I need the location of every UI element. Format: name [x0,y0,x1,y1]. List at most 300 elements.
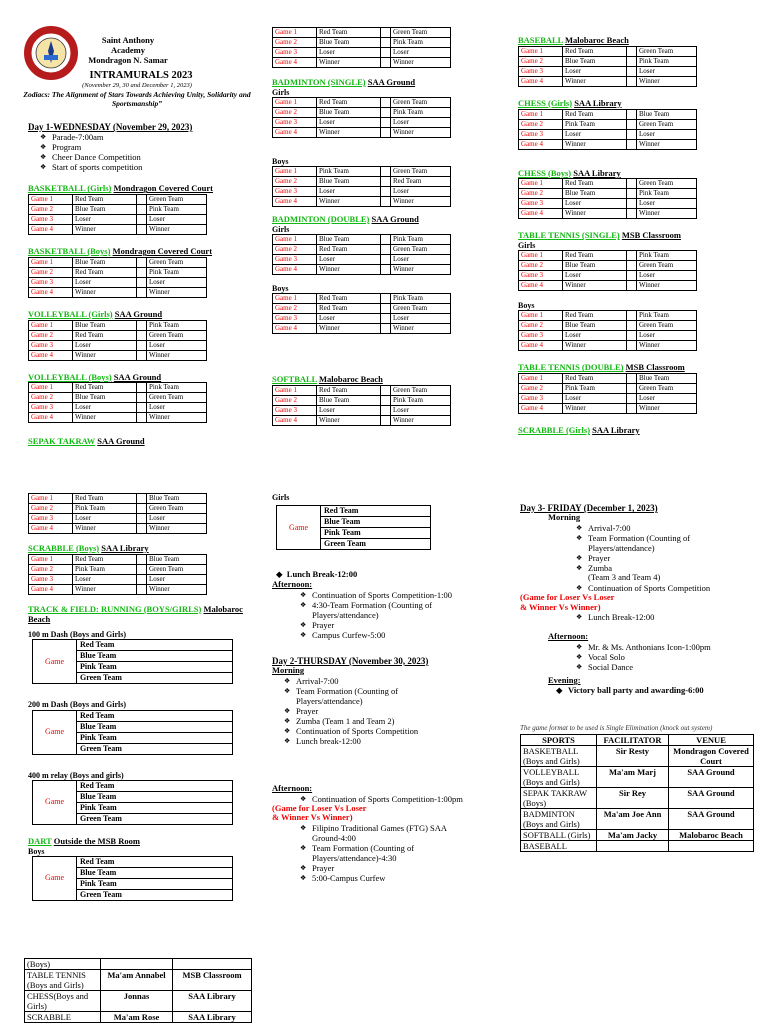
facilitator-rows [521,745,754,851]
list-item: ❖ Cheer Dance Competition [40,152,268,162]
table-row [29,504,207,514]
sport-cell: BADMINTON (Boys and Girls) [521,808,597,829]
game-cell: Game 4 [29,350,73,360]
team-cell: Blue Team [73,393,137,403]
event-table [32,780,233,825]
table-row [519,139,697,149]
team-cell: Blue Team [317,235,381,245]
afternoon-list [300,823,460,883]
table-row [273,406,451,416]
team-cell: Loser [73,514,137,524]
day1-list [40,132,268,172]
table-row [519,46,697,56]
table-row [273,167,451,177]
table-row [29,215,207,225]
list-item: ❖ Team Formation (Counting of Players/attendance)-4:30 [300,843,460,863]
game-cell: Game 4 [519,341,563,351]
team-cell: Winner [563,281,627,291]
list-item: ❖ Zumba (Team 1 and Team 2) [284,716,444,726]
game-cell: Game 4 [519,139,563,149]
spacer-cell [627,46,637,56]
sport-name: SEPAK TAKRAW [28,436,96,447]
spacer-cell [137,574,147,584]
team-cell: Pink Team [391,396,451,406]
game-cell: Game 1 [29,554,73,564]
game-cell: Game 1 [273,386,317,396]
team-cell: Pink Team [391,38,451,48]
sport-name: CHESS (Girls) [518,97,573,108]
table-row [29,340,207,350]
team-cell: Pink Team [73,504,137,514]
table-row [273,97,451,107]
team-cell: Winner [73,287,137,297]
list-item: ❖ 4:30-Team Formation (Counting of Players/attendance) [300,600,500,620]
team-cell: Red Team [73,494,137,504]
table-row [29,403,207,413]
game-table [518,178,697,219]
afternoon-list [576,642,716,672]
spacer-cell [381,107,391,117]
team-cell: Loser [637,129,697,139]
team-cell: Pink Team [563,119,627,129]
list-item: ❖ Arrival-7:00 [284,676,444,686]
section-heading [28,544,268,554]
table-row [29,350,207,360]
team-cell: Green Team [147,257,207,267]
venue-cell [173,959,252,970]
game-table [518,46,697,87]
team-cell: Loser [637,271,697,281]
game-cell: Game 2 [29,330,73,340]
sub-label: Boys [272,156,289,166]
team-cell: Winner [147,350,207,360]
spacer-cell [137,287,147,297]
spacer-cell [627,199,637,209]
spacer-cell [137,330,147,340]
section-heading [518,426,758,436]
venue: SAA Library [574,97,622,108]
game-cell: Game 4 [273,197,317,207]
lunch-list [576,612,756,622]
section-heading [28,310,268,320]
list-item: ❖ Continuation of Sports Competition-1:00pm [300,794,470,804]
team-cell: Red Team [317,386,381,396]
table-row [25,1012,252,1023]
spacer-cell [137,524,147,534]
table-row [519,109,697,119]
team-cell: Winner [563,76,627,86]
game-table [28,493,207,534]
spacer-cell [137,195,147,205]
game-table [518,310,697,351]
spacer-cell [627,119,637,129]
team-cell: Blue Team [317,396,381,406]
team-cell: Green Team [147,330,207,340]
team-cell: Pink Team [147,205,207,215]
sport-cell: (Boys) [25,959,101,970]
spacer-cell [381,177,391,187]
team-cell: Green Team [77,673,233,684]
team-cell: Green Team [391,97,451,107]
table-row [519,251,697,261]
game-table [28,257,207,298]
venue: SAA Ground [113,371,162,382]
list-item: ❖ Start of sports competition [40,162,268,172]
event-table [32,639,233,684]
list-item: ❖ Prayer [300,620,500,630]
game-cell: Game 3 [519,331,563,341]
team-cell: Green Team [391,28,451,38]
team-cell: Loser [637,199,697,209]
spacer-cell [381,38,391,48]
game-cell: Game 3 [29,574,73,584]
game-cell: Game 4 [273,416,317,426]
spacer-cell [627,139,637,149]
team-cell: Green Team [637,46,697,56]
sub-label: Girls [272,493,290,502]
game-table [28,320,207,361]
team-cell: Winner [391,324,451,334]
spacer-cell [137,494,147,504]
table-row [519,56,697,66]
spacer-cell [627,281,637,291]
table-row [273,107,451,117]
evening-text: Victory ball party and awarding-6:00 [568,684,704,695]
game-cell: Game 4 [519,76,563,86]
header-cell: VENUE [669,734,754,745]
spacer-cell [627,179,637,189]
venue-cell: SAA Ground [669,766,754,787]
spacer-cell [627,271,637,281]
table-row [519,189,697,199]
table-row [29,393,207,403]
table-row [25,959,252,970]
game-cell: Game 1 [273,167,317,177]
game-cell: Game 3 [519,394,563,404]
spacer-cell [627,311,637,321]
team-cell: Loser [563,394,627,404]
facilitator-cell: Ma'am Marj [597,766,669,787]
team-cell: Blue Team [147,554,207,564]
sport-name: CHESS (Boys) [518,167,572,178]
sport-name: BADMINTON (SINGLE) [272,77,366,87]
team-cell: Winner [317,197,381,207]
table-row [29,330,207,340]
section-heading [518,363,758,373]
game-cell: Game 4 [519,404,563,414]
team-cell: Blue Team [563,261,627,271]
list-item: ❖ Arrival-7:00 [576,523,746,533]
table-row [521,840,754,851]
afternoon-list [300,794,470,804]
venue: SAA Library [573,167,621,178]
game-cell: Game 3 [273,48,317,58]
team-cell: Winner [73,350,137,360]
spacer-cell [137,257,147,267]
table-row [519,261,697,271]
team-cell: Winner [391,58,451,68]
spacer-cell [137,267,147,277]
game-cell: Game 1 [273,294,317,304]
table-row [273,255,451,265]
game-cell: Game 3 [29,340,73,350]
spacer-cell [627,129,637,139]
morning-list [576,523,746,573]
event-table [32,710,233,755]
list-item: ❖ Vocal Solo [576,652,716,662]
team-cell: Green Team [147,504,207,514]
spacer-cell [381,416,391,426]
spacer-cell [381,235,391,245]
team-cell: Blue Team [321,517,431,528]
game-cell: Game [33,780,77,824]
event-label: 400 m relay (Boys and girls) [28,770,124,780]
sub-label: Girls [272,224,290,234]
game-cell: Game 4 [29,225,73,235]
team-cell: Green Team [321,539,431,550]
spacer-cell [627,374,637,384]
team-cell: Pink Team [147,320,207,330]
game-cell: Game 1 [519,251,563,261]
table-row [29,584,207,594]
team-cell: Loser [73,574,137,584]
venue: Malobaroc Beach [28,603,243,624]
team-cell: Winner [147,225,207,235]
game-table [272,97,451,138]
team-cell: Pink Team [317,167,381,177]
venue: Malobaroc Beach [319,374,383,385]
spacer-cell [381,265,391,275]
team-cell: Pink Team [147,383,207,393]
team-cell: Winner [563,209,627,219]
game-cell: Game 3 [273,314,317,324]
facilitator-cell: Sir Rey [597,787,669,808]
table-row [273,265,451,275]
team-cell: Winner [317,58,381,68]
section-heading [28,837,268,847]
team-cell: Blue Team [147,494,207,504]
team-cell: Red Team [77,640,233,651]
table-row [273,117,451,127]
table-row [519,394,697,404]
table-row [519,341,697,351]
venue: SAA Library [592,425,640,436]
game-cell: Game 1 [29,320,73,330]
header-cell: SPORTS [521,734,597,745]
venue: MSB Classroom [621,230,681,241]
section-heading [28,184,268,194]
spacer-cell [627,404,637,414]
spacer-cell [137,413,147,423]
venue: Mondragon Covered Court [112,246,213,257]
game-cell: Game 2 [519,261,563,271]
spacer-cell [381,314,391,324]
table-row [521,829,754,840]
team-cell: Red Team [563,46,627,56]
team-cell: Winner [73,584,137,594]
list-item: ❖ Lunch break-12:00 [284,736,444,746]
venue-cell: SAA Library [173,991,252,1012]
spacer-cell [381,187,391,197]
table-row [519,76,697,86]
team-cell: Red Team [563,251,627,261]
game-cell: Game 2 [273,304,317,314]
game-table [518,373,697,414]
table-row [29,287,207,297]
team-cell: Red Team [77,856,233,867]
venue: MSB Classroom [625,362,685,373]
team-cell: Red Team [563,179,627,189]
game-cell: Game 3 [29,277,73,287]
game-cell: Game 1 [29,195,73,205]
team-cell: Pink Team [147,267,207,277]
table-row [273,38,451,48]
day3-title: Day 3- FRIDAY (December 1, 2023) [520,503,658,513]
game-cell: Game 1 [519,179,563,189]
team-cell: Pink Team [637,311,697,321]
spacer-cell [137,320,147,330]
table-row [521,808,754,829]
table-row [29,514,207,524]
sport-name: TABLE TENNIS (SINGLE) [518,230,620,241]
spacer-cell [381,406,391,416]
team-cell: Loser [391,48,451,58]
team-cell: Red Team [317,294,381,304]
team-cell: Loser [147,514,207,524]
afternoon-label: Afternoon: [272,578,313,589]
team-cell: Red Team [73,195,137,205]
game-cell: Game 3 [29,215,73,225]
morning-label: Morning [548,512,581,523]
table-row [519,404,697,414]
page2-column-1 [28,493,268,901]
table-row [29,225,207,235]
team-cell: Loser [563,199,627,209]
section-heading [518,231,758,241]
game-table [28,382,207,423]
facilitator-cell [597,840,669,851]
team-cell: Blue Team [563,321,627,331]
team-cell: Pink Team [563,384,627,394]
facilitator-cell: Ma'am Rose [101,1012,173,1023]
spacer-cell [137,215,147,225]
spacer-cell [381,28,391,38]
team-cell: Blue Team [73,320,137,330]
game-cell: Game 4 [29,524,73,534]
sub-label: Boys [518,301,535,311]
list-item: ❖ Lunch Break-12:00 [576,612,756,622]
table-row [29,257,207,267]
team-cell: Pink Team [77,802,233,813]
section-heading [518,36,758,46]
game-cell: Game 3 [273,406,317,416]
game-cell: Game 2 [29,564,73,574]
venue-cell: SAA Ground [669,787,754,808]
game-cell: Game 1 [519,374,563,384]
spacer-cell [381,324,391,334]
table-row [519,199,697,209]
table-row [273,314,451,324]
game-cell: Game 1 [273,235,317,245]
game-cell: Game 3 [29,403,73,413]
morning-label: Morning [272,665,305,676]
team-cell: Winner [637,281,697,291]
section-heading [272,375,512,385]
table-row [29,524,207,534]
team-cell: Green Team [637,119,697,129]
team-cell: Pink Team [637,189,697,199]
team-cell: Blue Team [563,56,627,66]
afternoon-label: Afternoon: [272,782,313,793]
team-cell: Loser [147,574,207,584]
school-name: Saint Anthony Academy [101,35,155,55]
list-item: ❖ Zumba [576,563,746,573]
afternoon-list [300,590,500,640]
team-cell: Loser [73,277,137,287]
venue-cell: SAA Ground [669,808,754,829]
team-cell: Red Team [317,304,381,314]
team-cell: Loser [391,187,451,197]
school-heading [86,36,170,65]
team-cell: Red Team [317,245,381,255]
team-cell: Loser [147,340,207,350]
game-cell: Game 3 [519,271,563,281]
team-cell: Loser [563,271,627,281]
team-cell: Loser [563,331,627,341]
team-cell: Red Team [73,267,137,277]
game-cell: Game 3 [519,199,563,209]
day2-title: Day 2-THURSDAY (November 30, 2023) [272,655,429,666]
table-row [25,991,252,1012]
sport-name: TRACK & FIELD: RUNNING (BOYS/GIRLS) [28,603,202,614]
game-cell: Game 2 [519,321,563,331]
table-row [273,324,451,334]
page2-column-2 [272,493,512,883]
team-cell: Blue Team [73,205,137,215]
game-table [272,234,451,275]
spacer-cell [381,294,391,304]
list-item: ❖ Filipino Traditional Games (FTG) SAA Ground-4:00 [300,823,460,843]
event-heading [22,70,252,108]
sport-name: TABLE TENNIS (DOUBLE) [518,362,624,373]
team-cell: Pink Team [73,564,137,574]
team-cell: Pink Team [391,107,451,117]
sub-label: Girls [518,241,536,251]
game-cell: Game 3 [273,117,317,127]
team-cell: Loser [73,340,137,350]
team-cell: Loser [317,314,381,324]
team-cell: Pink Team [321,528,431,539]
table-row [29,564,207,574]
team-cell: Loser [637,394,697,404]
game-cell: Game 2 [519,56,563,66]
team-cell: Pink Team [637,251,697,261]
game-cell: Game [33,640,77,684]
game-cell: Game 3 [273,187,317,197]
team-cell: Green Team [391,167,451,177]
table-row [29,554,207,564]
team-cell: Winner [563,404,627,414]
afternoon-label: Afternoon: [548,631,589,642]
team-cell: Loser [317,255,381,265]
team-cell: Winner [147,413,207,423]
spacer-cell [627,394,637,404]
section-heading [28,373,268,383]
team-cell: Blue Team [77,791,233,802]
table-row [273,58,451,68]
table-row [25,970,252,991]
team-cell: Loser [637,331,697,341]
